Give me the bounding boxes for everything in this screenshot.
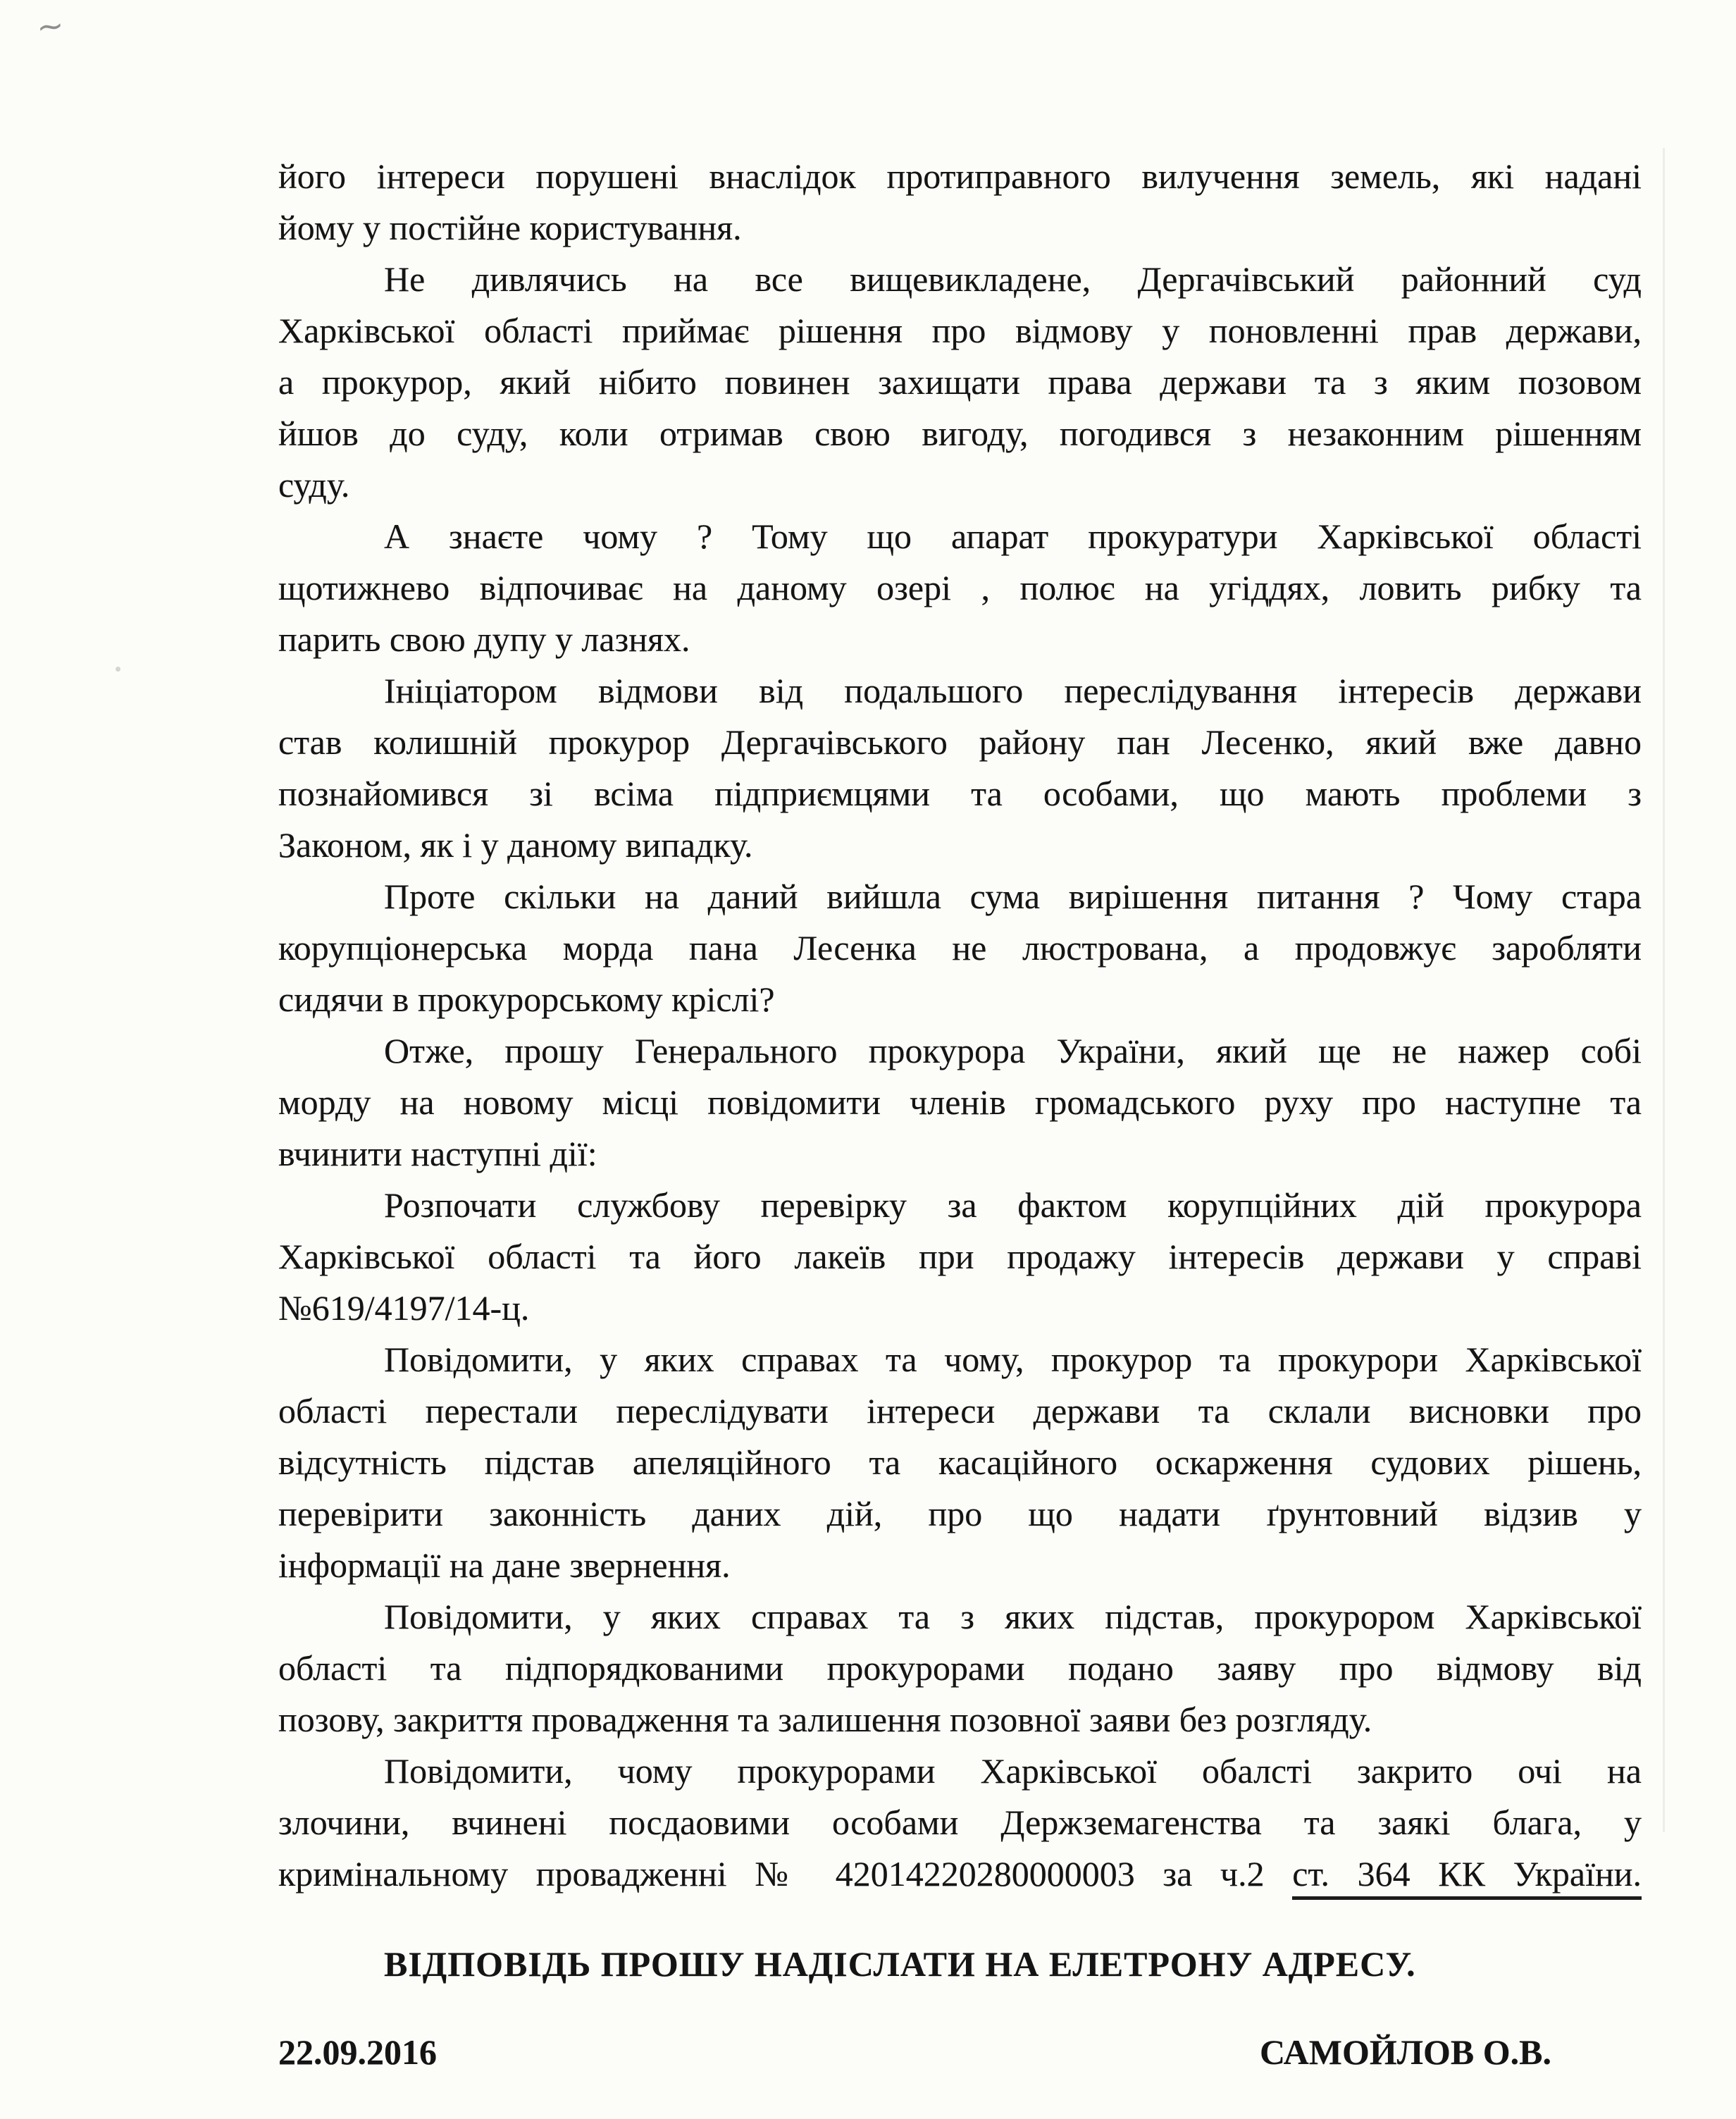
paragraph — [278, 1746, 1642, 1900]
text-line: познайомився зі всіма підприємцями та особами, що мають проблеми з — [278, 774, 1642, 813]
text-line: Не дивлячись на все вищевикладене, Дергачівський районний суд — [384, 259, 1642, 299]
text-line: Законом, як і у даному випадку. — [278, 825, 753, 865]
text-line: перевірити законність даних дій, про що надати ґрунтовний відзив у — [278, 1494, 1642, 1533]
closing-line: ВІДПОВІДЬ ПРОШУ НАДІСЛАТИ НА ЕЛЕТРОНУ АДРЕСУ. — [384, 1944, 1416, 1984]
scan-artifact-streak — [1663, 148, 1665, 1832]
text-line: Харківської області приймає рішення про відмову у поновленні прав держави, — [278, 311, 1642, 350]
text-line: Розпочати службову перевірку за фактом корупційних дій прокурора — [384, 1185, 1642, 1225]
text-line: А знаєте чому ? Тому що апарат прокуратури Харківської області — [384, 517, 1642, 556]
text-line: вчинити наступні дії: — [278, 1134, 597, 1173]
text-line: Повідомити, чому прокурорами Харківської обалсті закрито очі на — [384, 1751, 1642, 1791]
paragraph — [278, 254, 1642, 511]
signature-name: САМОЙЛОВ О.В. — [1260, 2032, 1551, 2072]
text-line: області та підпорядкованими прокурорами подано заяву про відмову від — [278, 1648, 1642, 1688]
text-line: став колишній прокурор Дергачівського району пан Лесенко, який вже давно — [278, 722, 1642, 762]
text-line — [278, 1848, 1642, 1900]
text-line: йшов до суду, коли отримав свою вигоду, погодився з незаконним рішенням — [278, 414, 1642, 453]
document-body — [278, 151, 1642, 2078]
text-line: Проте скільки на даний вийшла сума вирішення питання ? Чому стара — [384, 877, 1642, 916]
paragraph — [278, 1334, 1642, 1591]
text-line: Повідомити, у яких справах та з яких підстав, прокурором Харківської — [384, 1597, 1642, 1636]
text-line: позову, закриття провадження та залишення позовної заяви без розгляду. — [278, 1700, 1372, 1739]
text-line: сидячи в прокурорському кріслі? — [278, 980, 775, 1019]
text-line: парить свою дупу у лазнях. — [278, 619, 690, 659]
text-line: морду на новому місці повідомити членів громадського руху про наступне та — [278, 1082, 1642, 1122]
paragraph — [278, 871, 1642, 1025]
text-line: злочини, вчинені посдаовими особами Держземагенства та заякі блага, у — [278, 1803, 1642, 1842]
document-footer — [278, 2027, 1642, 2078]
text-line: його інтереси порушені внаслідок протиправного вилучення земель, які надані — [278, 156, 1642, 196]
text-line: корупціонерська морда пана Лесенка не люстрована, а продовжує заробляти — [278, 928, 1642, 968]
scan-artifact-tilde: ~ — [35, 6, 66, 47]
text-line: №619/4197/14-ц. — [278, 1288, 530, 1328]
text-segment: кримінальному провадженні № 42014220280000003 за ч.2 — [278, 1854, 1293, 1893]
paragraph — [278, 1180, 1642, 1334]
text-line: інформації на дане звернення. — [278, 1545, 731, 1585]
text-line: суду. — [278, 465, 350, 505]
paragraph — [278, 1591, 1642, 1746]
text-line: Харківської області та його лакеїв при продажу інтересів держави у справі — [278, 1237, 1642, 1276]
text-line: відсутність підстав апеляційного та касаційного оскарження судових рішень, — [278, 1442, 1642, 1482]
text-line: щотижнево відпочиває на даному озері , полює на угіддях, ловить рибку та — [278, 568, 1642, 607]
document-date: 22.09.2016 — [278, 2032, 437, 2072]
underlined-text: ст. 364 КК України. — [1292, 1854, 1642, 1900]
paragraph — [278, 151, 1642, 254]
paragraph — [278, 1025, 1642, 1180]
paragraph — [278, 511, 1642, 665]
text-line: а прокурор, який нібито повинен захищати права держави та з яким позовом — [278, 362, 1642, 402]
text-line: області перестали переслідувати інтереси держави та склали висновки про — [278, 1391, 1642, 1431]
text-line: Ініціатором відмови від подальшого переслідування інтересів держави — [384, 671, 1642, 710]
text-line: Отже, прошу Генерального прокурора України, який ще не нажер собі — [384, 1031, 1642, 1070]
paragraph — [278, 665, 1642, 871]
text-line: Повідомити, у яких справах та чому, прокурор та прокурори Харківської — [384, 1340, 1642, 1379]
scan-artifact-speck — [116, 667, 120, 672]
text-line: йому у постійне користування. — [278, 208, 742, 247]
